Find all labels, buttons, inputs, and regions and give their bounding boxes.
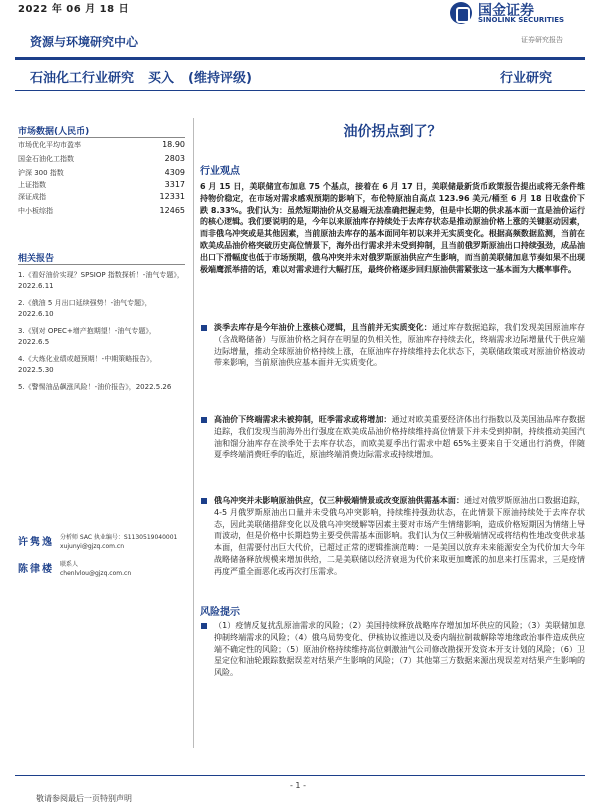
bullet-square-icon xyxy=(201,325,207,331)
related-reports-rule xyxy=(18,264,185,265)
related-reports-title: 相关报告 xyxy=(18,254,55,264)
column-divider xyxy=(193,118,194,748)
market-data-rule xyxy=(18,137,185,138)
research-center: 资源与环境研究中心 xyxy=(30,35,139,49)
heading-divider xyxy=(15,90,585,91)
section-heading-view: 行业观点 xyxy=(200,166,240,177)
bullet-square-icon xyxy=(201,498,207,504)
analyst-email[interactable]: xujunyi@gjzq.com.cn xyxy=(60,543,125,550)
market-data-row: 沪深 300 指数 4309 xyxy=(18,168,185,177)
bullet-paragraph: 高油价下终端需求未被抑制，旺季需求或将增加：通过对欧美重要经济体出行指数以及美国油品库存数据追踪，我们发现当前海外出行强度在欧美成品油价格持续维持高位情景下并未受到抑制，持续推动美国汽油和馏分油库存在淡季处于去库存状态，而欧美夏季出行需求中超 65%主要来自于交通出行消费，伴随夏季终端消费旺季的临近，原油终端消费边际需求或持续增加。 xyxy=(200,414,585,461)
page-number: - 1 - xyxy=(290,781,306,790)
report-type: 行业研究 xyxy=(500,71,553,86)
market-data-title: 市场数据(人民币) xyxy=(18,127,90,137)
brand-name-cn: 国金证券 xyxy=(478,3,534,19)
analyst-name: 陈律楼 xyxy=(18,564,54,575)
report-heading xyxy=(30,67,266,86)
related-report-link[interactable]: 5.《警惕油品飙涨风险！-油价报告》，2022.5.26 xyxy=(18,383,172,391)
related-report-link[interactable]: 4.《大炼化业绩或超预期！-中期策略报告》，2022.5.30 xyxy=(18,355,157,374)
rating: 买入 xyxy=(148,71,175,86)
analyst-email[interactable]: chenlvlou@gjzq.com.cn xyxy=(60,570,132,577)
analyst-detail: 分析师 SAC 执业编号：S1130519040001 xujunyi@gjzq.com.cn xyxy=(60,534,178,550)
footer-disclaimer: 敬请参阅最后一页特别声明 xyxy=(36,794,132,803)
analyst-name: 许隽逸 xyxy=(18,537,54,548)
market-data-row: 深证成指 12331 xyxy=(18,192,185,201)
market-data-row: 上证指数 3317 xyxy=(18,180,185,189)
risk-paragraph: （1）疫情反复扰乱原油需求的风险；（2）美国持续释放战略库存增加加坏供应的风险；（3）美联储加息抑制终端需求的风险；（4）俄乌局势变化、伊核协议推进以及委内瑞拉制裁解除等地缘政治事件造成供应端不确定性的风险；（5）原油价格持续维持高位刺激油气公司修改勘探开发资本开支计划的风险；（6）卫星定位和油轮跟踪数据误差对结果产生影响的风险；（7）其他第三方数据来源出现误差对结果产生影响的风险。 xyxy=(200,620,585,679)
industry-title: 石油化工行业研究 xyxy=(30,71,135,86)
section-heading-risk: 风险提示 xyxy=(200,607,240,618)
brand-logo xyxy=(446,0,574,30)
market-data-row: 国金石油化工指数 2803 xyxy=(18,154,185,163)
bullet-square-icon xyxy=(201,417,207,423)
related-report-link[interactable]: 3.《别对 OPEC+增产抱期望！-油气专题》，2022.6.5 xyxy=(18,327,156,346)
report-date: 2022 年 06 月 18 日 xyxy=(18,4,130,15)
bullet-paragraph: 淡季去库存是今年油价上涨核心逻辑，且当前并无实质变化：通过库存数据追踪，我们发现美国原油库存（含战略储备）与原油价格之间存在明显的负相关性，原油库存持续去化，终端需求边际增量代于供应端边际增量，推动全球原油价格持续上涨，在原油库存持续维持去化状态下，美联储政策或对原油价格波动带来影响，当前原油供应基本面并无实质变化。 xyxy=(200,322,585,369)
market-data-row: 中小板综指 12465 xyxy=(18,206,185,215)
brand-name-en: SINOLINK SECURITIES xyxy=(478,16,565,24)
bullet-square-icon xyxy=(201,623,207,629)
header-divider xyxy=(15,57,585,60)
brand-logo-icon xyxy=(450,2,472,24)
related-reports-list xyxy=(18,270,186,399)
market-data-row: 市场优化平均市盈率 18.90 xyxy=(18,140,185,149)
related-report-link[interactable]: 2.《俄油 5 月出口延续强势！-油气专题》，2022.6.10 xyxy=(18,299,152,318)
intro-paragraph: 6 月 15 日，美联储宣布加息 75 个基点，接着在 6 月 17 日，美联储最新货币政策报告提出或将无条件维持物价稳定，在市场对需求感观预期的影响下，布伦特原油自高点 123.96 美元/桶至 6 月 18 日收盘价下跌 8.33%。我们认为：虽然短期油价从交易端无法准确把握走势，但是中长期的供求基本面一直是油价运行的核心逻辑。我们要说明的是，今年以来原油库存持续处于去库存状态是推动原油价格上涨的关键驱动因素，而非俄乌冲突或是其他因素，当前原油去库存的基本面同年初以来并无实质变化。根据高频数据监测，当前在欧美成品油价格突破历史高位情景下，海外出行需求并未受到抑制，且当前俄罗斯原油出口持续强劲，成品油出口下滑幅度也低于市场预期，俄乌冲突并未对俄罗斯原油供应产生影响，而当前美联储加息节奏如果不出现极端鹰派举措的话，难以对需求进行大幅打压，最终价格逐步回归原油供需紧张这一基本面为大概率事件。 xyxy=(200,182,585,274)
footer-divider xyxy=(15,775,585,776)
brand-tagline: 证券研究报告 xyxy=(521,36,563,44)
report-title: 油价拐点到了？ xyxy=(343,124,442,140)
analyst-detail: 联系人 chenlvlou@gjzq.com.cn xyxy=(60,561,132,577)
rating-note: (维持评级) xyxy=(188,71,252,86)
bullet-paragraph: 俄乌冲突并未影响原油供应，仅三种极端情景或改变原油供需基本面：通过对俄罗斯原油出口数据追踪，4-5 月俄罗斯原油出口量并未受俄乌冲突影响，持续维持强劲状态，在此情景下原油持续处于去库存状态，因此美联储措辞变化以及俄乌冲突缓解等因素主要对市场产生情绪影响，造成价格短期因为情绪上导而波动，但是价格中长期趋势主要受供需基本面影响。我们认为仅三种极端情况或将结构性地改变供求基本面，但需要付出巨大代价，已超过正常的逻辑推演范畴：一是美国以放弃未来能源安全为代价加大今年战略储备释放规模来增加供给，二是美联储以经济衰退为代价来取更加鹰派的加息来打压需求，三是疫情再度严重全面恶化或再次打压需求。 xyxy=(200,495,585,578)
related-report-link[interactable]: 1.《看好油价实现？SPSIOP 指数探析！-油气专题》，2022.6.11 xyxy=(18,271,184,290)
